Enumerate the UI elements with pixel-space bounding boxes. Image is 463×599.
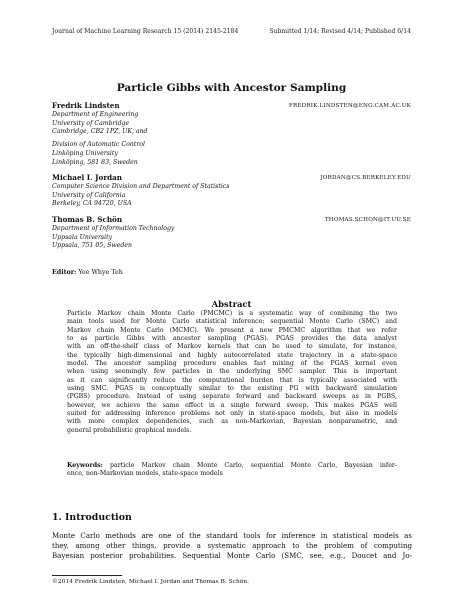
abstract-line: general probabilistic graphical models. [67, 426, 192, 434]
keywords-label: Keywords: [67, 462, 103, 469]
abstract-line: Particle Markov chain Monte Carlo (PMCMC) is a systematic way of combining the two [67, 310, 397, 317]
footnote-rule [52, 575, 122, 576]
keywords-text: particle Markov chain Monte Carlo, sequential Monte Carlo, Bayesian infer- [110, 462, 398, 469]
abstract-line: (PGBS) procedure. Instead of using separate forward and backward sweeps as in PGBS, [67, 393, 397, 401]
abstract-line: when using seemingly few particles in the underlying SMC sampler. This is important [67, 368, 397, 376]
body-line: they, among other things, provide a systematic approach to the problem of computing [52, 540, 412, 550]
abstract-line: with more complex dependencies, such as non-Markovian, Bayesian nonparametric, and [67, 418, 397, 426]
abstract-body [67, 310, 397, 435]
abstract-line: the typically high-dimensional and highly autocorrelated state trajectory in a state-space [67, 351, 397, 359]
abstract-line: suited for addressing inference problems not only in state-space models, but also in models [67, 410, 397, 418]
affiliation-line: Berkeley, CA 94720, USA [52, 200, 132, 208]
abstract-line: with an off-the-shelf class of Markov kernels that can be used to simulate, for instance, [67, 343, 397, 351]
affiliation-line: Department of Information Technology [52, 225, 175, 232]
body-line: Monte Carlo methods are one of the standard tools for inference in statistical models as [52, 531, 412, 540]
abstract-line: model. The ancestor sampling procedure enables fast mixing of the PGAS kernel even [67, 360, 397, 368]
author-name: Thomas B. Schön [52, 215, 123, 224]
abstract-line: main tools used for Monte Carlo statistical inference: sequential Monte Carlo (SMC) and [67, 318, 397, 326]
author-affiliation [52, 225, 174, 251]
author-name: Fredrik Lindsten [52, 101, 120, 110]
submission-dates: Submitted 1/14; Revised 4/14; Published 6/14 [269, 28, 411, 35]
author-affiliation [52, 183, 229, 209]
affiliation-line: Division of Automatic Control [52, 141, 145, 149]
abstract-line: Markov chain Monte Carlo (MCMC). We present a new PMCMC algorithm that we refer [67, 326, 397, 334]
paper-title: Particle Gibbs with Ancestor Sampling [116, 82, 347, 94]
author-name: Michael I. Jordan [52, 173, 123, 182]
keywords-line: ence, non-Markovian models, state-space models [67, 470, 223, 478]
affiliation-line: Department of Engineering [52, 111, 139, 118]
affiliation-line: University of Cambridge [52, 119, 130, 127]
affiliation-line: Cambridge, CB2 1PZ, UK, and [52, 128, 148, 136]
affiliation-line: University of California [52, 191, 126, 199]
author-email: JORDAN@CS.BERKELEY.EDU [320, 175, 411, 181]
author-email: FREDRIK.LINDSTEN@ENG.CAM.AC.UK [288, 103, 411, 109]
affiliation-line: Linköping, 581 83, Sweden [52, 158, 138, 166]
editor-line [52, 269, 123, 276]
author-affiliation [52, 111, 148, 167]
section-heading: 1. Introduction [52, 512, 132, 523]
abstract-line: to as particle Gibbs with ancestor sampling (PGAS). PGAS provides the data analyst [67, 335, 397, 343]
editor-label: Editor: [52, 269, 77, 276]
abstract-line: using SMC. PGAS is conceptually similar to the existing PG with backward simulation [67, 385, 397, 393]
abstract-line: as it can significantly reduce the computational burden that is typically associated with [67, 376, 397, 384]
abstract-line: however, we achieve the same effect in a single forward sweep. This makes PGAS well [67, 401, 397, 409]
editor-name: Yee Whye Teh [78, 269, 123, 276]
affiliation-line: Uppsala University [52, 233, 113, 241]
copyright-footer: ©2014 Fredrik Lindsten, Michael I. Jordan and Thomas B. Schön. [52, 579, 249, 585]
author-email: THOMAS.SCHON@IT.UU.SE [324, 217, 411, 223]
keywords [67, 462, 397, 479]
journal-header: Journal of Machine Learning Research 15 (2014) 2145-2184 [52, 28, 239, 35]
body-line: Bayesian posterior probabilities. Sequential Monte Carlo (SMC, see, e.g., Doucet and Jo- [52, 550, 412, 560]
affiliation-line: Uppsala, 751 05, Sweden [52, 242, 132, 250]
keywords-line [67, 462, 397, 470]
abstract-heading: Abstract [211, 299, 252, 309]
affiliation-line: Computer Science Division and Department of Statistics [52, 183, 230, 190]
affiliation-line: Linköping University [52, 149, 118, 157]
section-body [52, 531, 412, 561]
